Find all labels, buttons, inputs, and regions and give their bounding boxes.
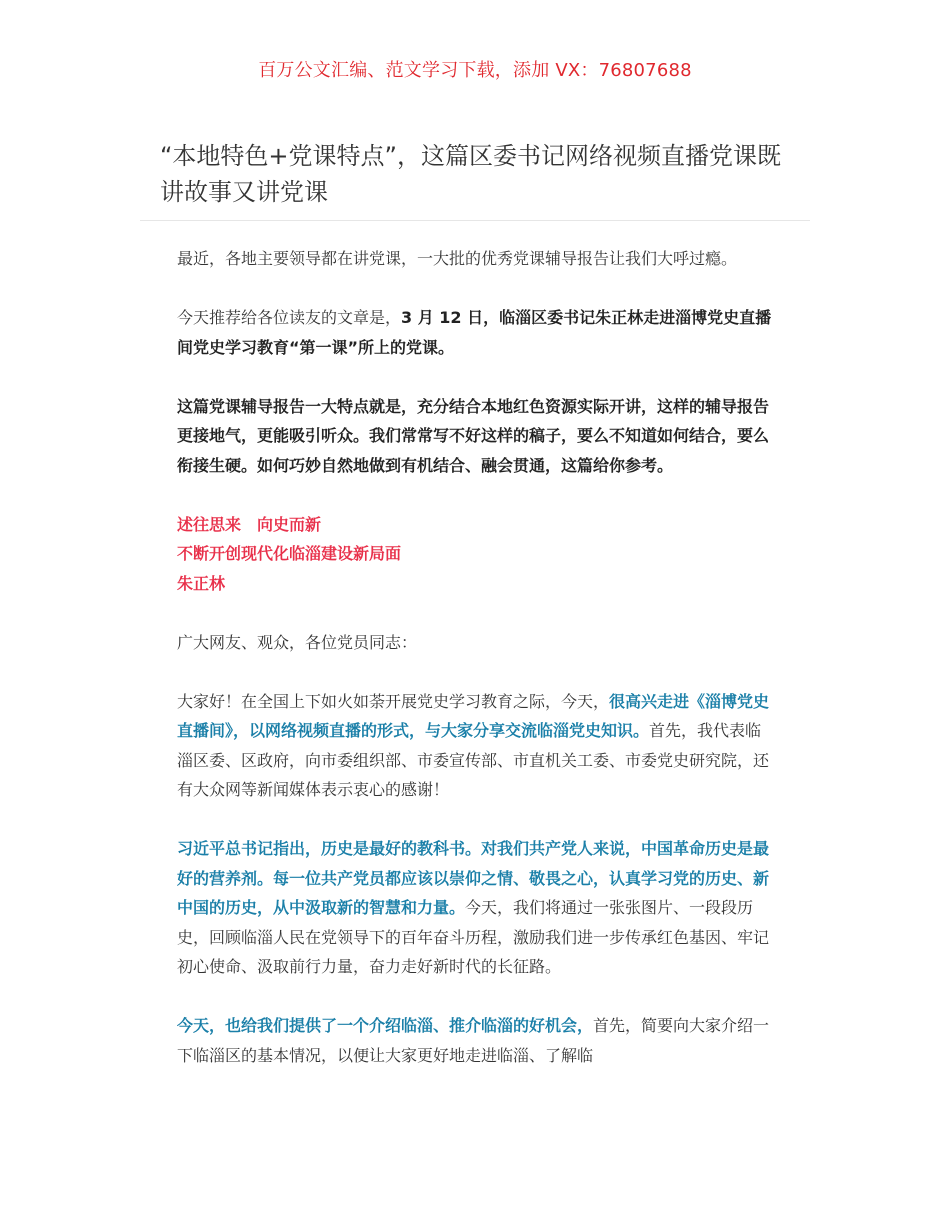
speech-heading xyxy=(177,510,777,599)
article-content xyxy=(177,244,777,1100)
body-p2-text: 今天，我们将通过一张张图片、一段段历史，回顾临淄人民在党领导下的百年奋斗历程，激励我们进一步传承红色基因、牢记初心使命、汲取前行力量，奋力走好新时代的长征路。 xyxy=(177,898,770,976)
article-title: “本地特色+党课特点”，这篇区委书记网络视频直播党课既讲故事又讲党课 xyxy=(160,142,781,206)
speech-heading-line-2: 不断开创现代化临淄建设新局面 xyxy=(177,544,402,563)
body-p1-emphasis: 很高兴走进《淄博党史直播间》，以网络视频直播的形式，与大家分享交流临淄党史知识。 xyxy=(177,691,770,740)
intro-p2-bold: 3 月 12 日，临淄区委书记朱正林走进淄博党史直播间党史学习教育“第一课”所上的党课。 xyxy=(177,308,772,357)
body-p3-text: 首先，简要向大家介绍一下临淄区的基本情况，以便让大家更好地走进临淄、了解临 xyxy=(177,1016,770,1065)
intro-paragraph-2 xyxy=(177,303,777,362)
body-p2-emphasis: 习近平总书记指出，历史是最好的教科书。对我们共产党人来说，中国革命历史是最好的营养剂。每一位共产党员都应该以崇仰之情、敬畏之心，认真学习党的历史、新中国的历史，从中汲取新的智慧和力量。 xyxy=(177,839,770,917)
body-paragraph-3 xyxy=(177,1011,777,1070)
body-paragraph-2 xyxy=(177,834,777,982)
promo-banner: 百万公文汇编、范文学习下载，添加 VX：76807688 xyxy=(258,60,692,81)
intro-p2-text: 今天推荐给各位读友的文章是， xyxy=(177,308,402,327)
title-divider xyxy=(140,220,810,221)
body-p3-emphasis: 今天，也给我们提供了一个介绍临淄、推介临淄的好机会， xyxy=(177,1016,594,1035)
speech-heading-line-1: 述往思来 向史而新 xyxy=(177,514,322,534)
salutation: 广大网友、观众，各位党员同志： xyxy=(177,632,418,652)
body-p1-text-a: 大家好！在全国上下如火如荼开展党史学习教育之际，今天， xyxy=(177,691,610,711)
body-paragraph-1 xyxy=(177,687,777,805)
intro-paragraph-3: 这篇党课辅导报告一大特点就是，充分结合本地红色资源实际开讲，这样的辅导报告更接地气，更能吸引听众。我们常常写不好这样的稿子，要么不知道如何结合，要么衔接生硬。如何巧妙自然地做到有机结合、融会贯通，这篇给你参考。 xyxy=(177,396,770,475)
body-p1-text-b: 首先，我代表临淄区委、区政府，向市委组织部、市委宣传部、市直机关工委、市委党史研究院，还有大众网等新闻媒体表示衷心的感谢！ xyxy=(177,721,770,799)
speech-author: 朱正林 xyxy=(177,573,226,593)
intro-paragraph-1: 最近，各地主要领导都在讲党课，一大批的优秀党课辅导报告让我们大呼过瘾。 xyxy=(177,249,738,268)
